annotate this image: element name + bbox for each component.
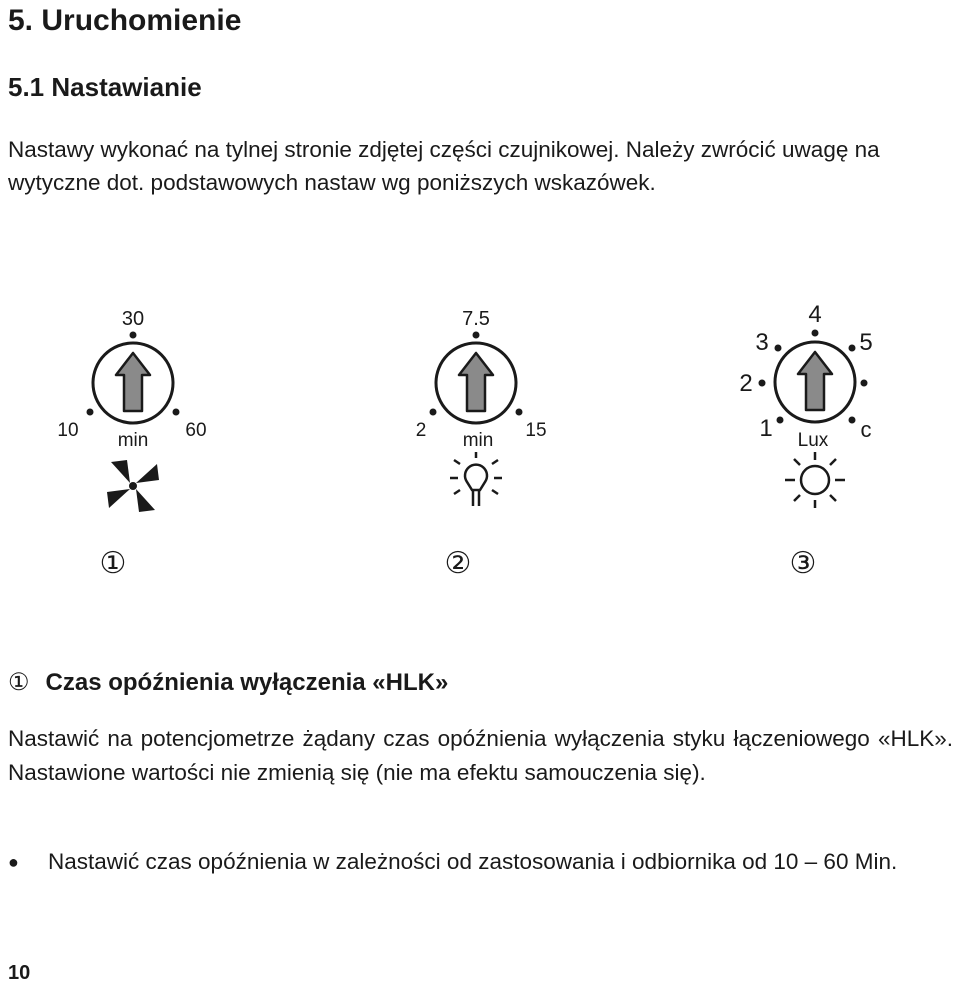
item-1-body: Nastawić na potencjometrze żądany czas opóźnienia wyłączenia styku łączeniowego «HLK». Nastawione wartości nie zmienią się (nie ma efektu samouczenia się). <box>8 726 953 785</box>
dial-3-dot-c <box>849 417 856 424</box>
dial-3-dot-1 <box>777 417 784 424</box>
dial-3-label-1: 1 <box>759 415 773 442</box>
settings-figure <box>0 290 960 610</box>
dial-1-right-label: 60 <box>185 420 207 441</box>
section-title: 5. Uruchomienie <box>8 4 242 37</box>
dial-2-right-label: 15 <box>525 420 547 441</box>
dial-3-dot-right <box>861 380 868 387</box>
item-1-heading <box>8 668 448 697</box>
dial-1-left-label: 10 <box>57 420 79 441</box>
item-1-marker: ① <box>8 669 30 696</box>
dial-2-right-dot <box>516 409 523 416</box>
dial-3-label-3: 3 <box>755 329 769 356</box>
item-1-bullet-text: Nastawić czas opóźnienia w zależności od zastosowania i odbiornika od 10 – 60 Min. <box>48 849 898 874</box>
dial-3-unit: Lux <box>797 430 829 451</box>
dial-2-top-label: 7.5 <box>462 308 490 330</box>
dial-3-label-c: c <box>860 417 872 442</box>
dial-2 <box>416 308 547 580</box>
dial-3-dot-3 <box>775 345 782 352</box>
dial-1-marker: ① <box>99 547 127 580</box>
dial-1-top-label: 30 <box>121 308 145 330</box>
item-1-bullet <box>8 845 953 879</box>
subsection-title: 5.1 Nastawianie <box>8 72 202 102</box>
fan-icon <box>107 460 159 512</box>
dial-3-dot-2 <box>759 380 766 387</box>
intro-paragraph: Nastawy wykonać na tylnej stronie zdjętej części czujnikowej. Należy zwrócić uwagę na wytyczne dot. podstawowych nastaw wg poniższych wskazówek. <box>8 137 880 195</box>
item-1-title: Czas opóźnienia wyłączenia «HLK» <box>45 669 449 696</box>
dial-1-right-dot <box>173 409 180 416</box>
dial-1 <box>57 308 206 580</box>
dial-2-unit: min <box>462 430 494 451</box>
dial-2-left-label: 2 <box>415 420 427 441</box>
bullet-dot-icon: ● <box>8 852 19 872</box>
dial-3 <box>739 301 872 580</box>
dial-1-top-dot <box>130 332 137 339</box>
dial-1-unit: min <box>117 430 149 451</box>
dial-3-marker: ③ <box>789 547 817 580</box>
lamp-icon <box>450 452 502 506</box>
dial-3-top-label: 4 <box>808 301 822 328</box>
dial-2-top-dot <box>473 332 480 339</box>
dial-3-label-2: 2 <box>739 370 753 397</box>
dial-3-dot-5 <box>849 345 856 352</box>
dial-2-marker: ② <box>444 547 472 580</box>
dial-3-top-dot <box>812 330 819 337</box>
page-number: 10 <box>8 962 31 984</box>
sun-icon <box>785 452 845 508</box>
dial-2-left-dot <box>430 409 437 416</box>
dial-1-left-dot <box>87 409 94 416</box>
dial-3-label-5: 5 <box>859 329 873 356</box>
